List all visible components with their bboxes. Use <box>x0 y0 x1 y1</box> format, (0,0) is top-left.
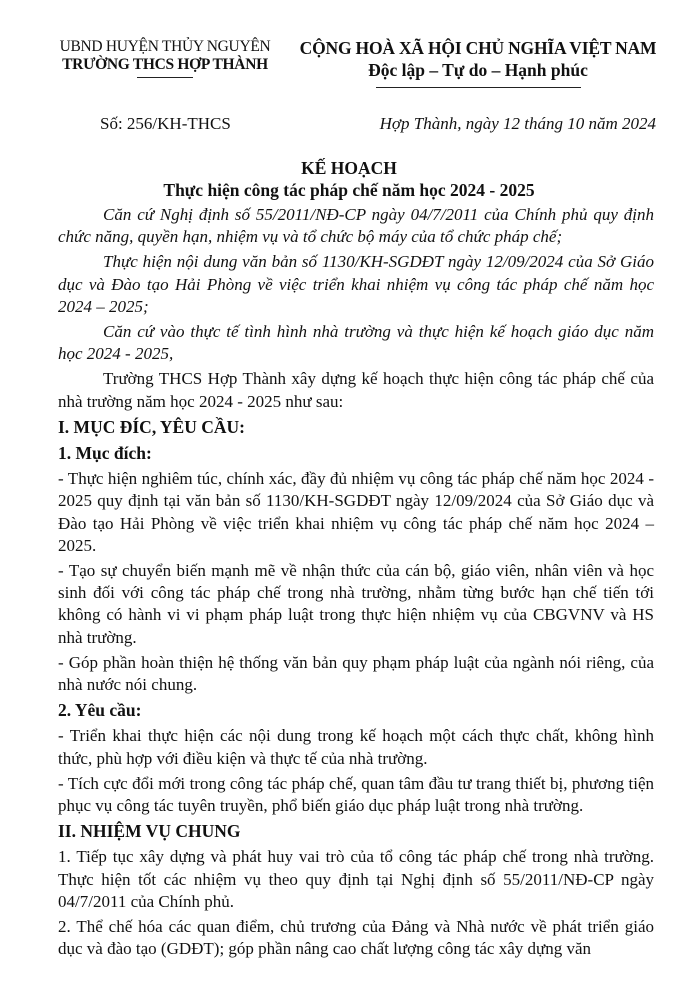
list-item: 1. Tiếp tục xây dựng và phát huy vai trò của tổ công tác pháp chế trong nhà trường. Thực hiện tốt các nhiệm vụ theo quy định tại Nghị định số 55/2011/NĐ-CP ngày 04/7/2011 của Chính phủ. <box>58 847 654 911</box>
document-number: Số: 256/KH-THCS <box>100 114 231 133</box>
list-item: 2. Thể chế hóa các quan điểm, chủ trương của Đảng và Nhà nước về phát triển giáo dục và đào tạo (GDĐT); góp phần nâng cao chất lượng công tác xây dựng văn <box>58 917 654 959</box>
national-motto: Độc lập – Tự do – Hạnh phúc <box>368 60 588 80</box>
header-right-divider <box>376 87 581 88</box>
school-name: TRƯỜNG THCS HỢP THÀNH <box>62 56 268 73</box>
preamble-paragraph: Căn cứ Nghị định số 55/2011/NĐ-CP ngày 04/7/2011 của Chính phủ quy định chức năng, quyền hạn, nhiệm vụ và tổ chức bộ máy của tổ chức pháp chế; <box>58 205 654 247</box>
document-body <box>58 204 654 964</box>
document-title: KẾ HOẠCH <box>301 158 397 178</box>
subsection-heading: 1. Mục đích: <box>58 443 152 464</box>
document-title-block <box>0 158 698 201</box>
section-heading: II. NHIỆM VỤ CHUNG <box>58 821 241 842</box>
preamble-paragraph: Căn cứ vào thực tế tình hình nhà trường và thực hiện kế hoạch giáo dục năm học 2024 - 2025, <box>58 322 654 364</box>
header-left-divider <box>137 77 193 78</box>
list-item: - Góp phần hoàn thiện hệ thống văn bản quy phạm pháp luật của ngành nói riêng, của nhà nước nói chung. <box>58 652 654 695</box>
list-item: - Tích cực đổi mới trong công tác pháp chế, quan tâm đầu tư trang thiết bị, phương tiện phục vụ công tác tuyên truyền, phổ biến giáo dục pháp luật trong nhà trường. <box>58 773 654 816</box>
intro-paragraph: Trường THCS Hợp Thành xây dựng kế hoạch thực hiện công tác pháp chế của nhà trường năm học 2024 - 2025 như sau: <box>58 369 654 411</box>
list-item: - Triển khai thực hiện các nội dung trong kế hoạch một cách thực chất, không hình thức, phù hợp với điều kiện và thực tế của nhà trường. <box>58 726 654 768</box>
subsection-heading: 2. Yêu cầu: <box>58 700 142 721</box>
list-item: - Tạo sự chuyển biến mạnh mẽ về nhận thức của cán bộ, giáo viên, nhân viên và học sinh đối với công tác pháp chế trong nhà trường, nhằm từng bước hạn chế tiến tới không có hành vi vi phạm pháp luật trong thực hiện nhiệm vụ của CBGVNV và HS nhà trường. <box>58 561 654 647</box>
preamble-paragraph: Thực hiện nội dung văn bản số 1130/KH-SGDĐT ngày 12/09/2024 của Sở Giáo dục và Đào tạo Hải Phòng về việc triển khai nhiệm vụ công tác pháp chế năm học 2024 – 2025; <box>58 252 654 316</box>
issuing-authority-block <box>40 38 290 78</box>
national-title: CỘNG HOÀ XÃ HỘI CHỦ NGHĨA VIỆT NAM <box>299 38 657 58</box>
list-item: - Thực hiện nghiêm túc, chính xác, đầy đủ nhiệm vụ công tác pháp chế năm học 2024 - 2025 quy định tại văn bản số 1130/KH-SGDĐT ngày 12/09/2024 của Sở Giáo dục và Đào tạo Hải Phòng về việc triển khai nhiệm vụ công tác pháp chế năm học 2024 – 2025. <box>58 469 654 555</box>
place-and-date: Hợp Thành, ngày 12 tháng 10 năm 2024 <box>379 114 656 133</box>
parent-organization: UBND HUYỆN THỦY NGUYÊN <box>59 38 271 55</box>
document-subtitle: Thực hiện công tác pháp chế năm học 2024 - 2025 <box>163 180 535 200</box>
section-heading: I. MỤC ĐÍC, YÊU CẦU: <box>58 416 245 437</box>
national-heading-block <box>278 38 678 88</box>
